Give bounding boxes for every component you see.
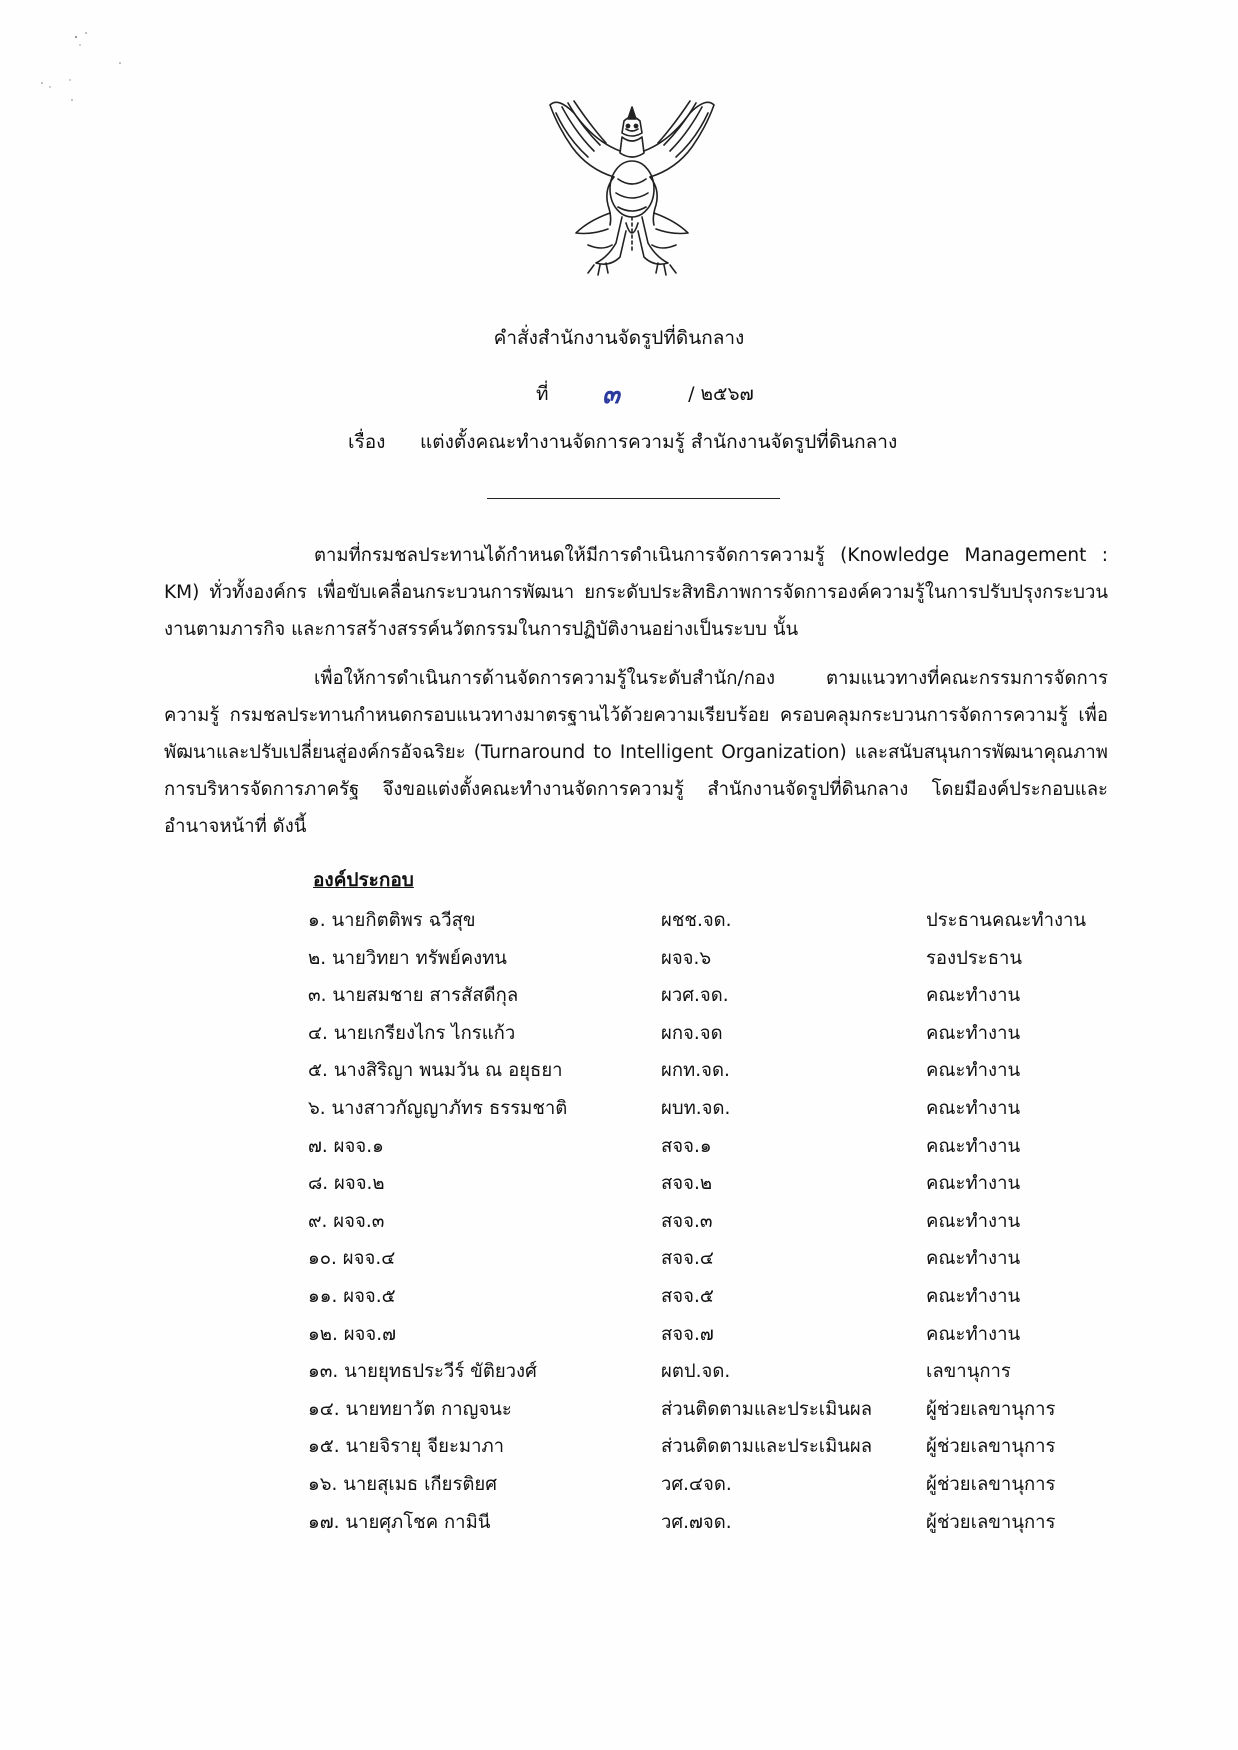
member-role: คณะทำงาน bbox=[926, 1022, 1021, 1044]
order-number-label: ที่ bbox=[536, 383, 549, 405]
member-position: ผจจ.๖ bbox=[661, 947, 712, 969]
header-divider bbox=[487, 498, 780, 499]
member-row bbox=[308, 1316, 1108, 1354]
member-row bbox=[308, 1128, 1108, 1166]
scan-specks bbox=[20, 25, 140, 115]
member-row bbox=[308, 1165, 1108, 1203]
member-position: ผกท.จด. bbox=[661, 1060, 730, 1082]
member-position: วศ.๗จด. bbox=[661, 1511, 732, 1533]
member-role: ผู้ช่วยเลขานุการ bbox=[926, 1436, 1056, 1458]
member-role: คณะทำงาน bbox=[926, 1248, 1021, 1270]
member-row bbox=[308, 977, 1108, 1015]
member-position: ผตป.จด. bbox=[661, 1361, 731, 1383]
paragraph-1 bbox=[164, 537, 1108, 648]
member-position: สจจ.๕ bbox=[661, 1285, 714, 1307]
member-row bbox=[308, 1090, 1108, 1128]
member-row bbox=[308, 1015, 1108, 1053]
member-name: ๘. ผจจ.๒ bbox=[308, 1173, 385, 1195]
member-role: คณะทำงาน bbox=[926, 1173, 1021, 1195]
garuda-emblem-icon bbox=[548, 93, 716, 283]
member-name: ๖. นางสาวกัญญาภัทร ธรรมชาติ bbox=[308, 1097, 568, 1119]
member-name: ๑๗. นายศุภโชค กามินี bbox=[308, 1511, 491, 1533]
member-position: สจจ.๔ bbox=[661, 1248, 714, 1270]
member-row bbox=[308, 940, 1108, 978]
member-position: สจจ.๒ bbox=[661, 1173, 713, 1195]
order-number-year: / ๒๕๖๗ bbox=[688, 383, 754, 405]
member-position: ส่วนติดตามและประเมินผล bbox=[661, 1398, 873, 1420]
paragraph-2 bbox=[164, 660, 1108, 845]
member-role: คณะทำงาน bbox=[926, 1060, 1021, 1082]
members-list bbox=[308, 902, 1108, 1541]
member-row bbox=[308, 1428, 1108, 1466]
order-subject bbox=[348, 427, 897, 457]
paragraph-2-text: เพื่อให้การดำเนินการด้านจัดการความรู้ในระดับสำนัก/กอง ตามแนวทางที่คณะกรรมการจัดการความรู้ กรมชลประทานกำหนดกรอบแนวทางมาตรฐานไว้ด้วยความเรียบร้อย ครอบคลุมกระบวนการจัดการความรู้ เพื่อพัฒนาและปรับเปลี่ยนสู่องค์กรอัจฉริยะ (Turnaround to Intelligent Organization) และสนับสนุนการพัฒนาคุณภาพการบริหารจัดการภาครัฐ จึงขอแต่งตั้งคณะทำงานจัดการความรู้ สำนักงานจัดรูปที่ดินกลาง โดยมีองค์ประกอบและอำนาจหน้าที่ ดังนี้ bbox=[164, 668, 1108, 837]
order-subject-text: แต่งตั้งคณะทำงานจัดการความรู้ สำนักงานจัดรูปที่ดินกลาง bbox=[420, 431, 898, 453]
members-heading: องค์ประกอบ bbox=[313, 869, 414, 891]
member-row bbox=[308, 1504, 1108, 1542]
order-title: คำสั่งสำนักงานจัดรูปที่ดินกลาง bbox=[493, 327, 745, 349]
member-row bbox=[308, 1278, 1108, 1316]
member-role: คณะทำงาน bbox=[926, 1210, 1021, 1232]
member-name: ๑๓. นายยุทธประวีร์ ขัติยวงศ์ bbox=[308, 1361, 537, 1383]
member-name: ๓. นายสมชาย สารสัสดีกุล bbox=[308, 985, 519, 1007]
order-number-value: ๓ bbox=[602, 380, 620, 410]
member-row bbox=[308, 1240, 1108, 1278]
member-role: ประธานคณะทำงาน bbox=[926, 910, 1087, 931]
member-role: คณะทำงาน bbox=[926, 1097, 1021, 1119]
member-name: ๗. ผจจ.๑ bbox=[308, 1135, 384, 1157]
member-row bbox=[308, 1391, 1108, 1429]
member-position: ส่วนติดตามและประเมินผล bbox=[661, 1436, 873, 1458]
member-row bbox=[308, 1466, 1108, 1504]
member-role: คณะทำงาน bbox=[926, 1135, 1021, 1157]
member-role: คณะทำงาน bbox=[926, 1285, 1021, 1307]
member-position: ผบท.จด. bbox=[661, 1097, 731, 1119]
member-role: คณะทำงาน bbox=[926, 1323, 1021, 1345]
member-role: คณะทำงาน bbox=[926, 985, 1021, 1007]
member-position: ผชช.จด. bbox=[661, 910, 732, 931]
member-name: ๒. นายวิทยา ทรัพย์คงทน bbox=[308, 947, 507, 969]
member-name: ๑๐. ผจจ.๔ bbox=[308, 1248, 396, 1270]
member-row bbox=[308, 1052, 1108, 1090]
member-role: ผู้ช่วยเลขานุการ bbox=[926, 1473, 1056, 1495]
member-row bbox=[308, 1203, 1108, 1241]
order-number bbox=[536, 374, 754, 415]
member-name: ๑๖. นายสุเมธ เกียรติยศ bbox=[308, 1473, 498, 1495]
member-position: สจจ.๗ bbox=[661, 1323, 714, 1345]
member-name: ๔. นายเกรียงไกร ไกรแก้ว bbox=[308, 1022, 516, 1044]
member-name: ๙. ผจจ.๓ bbox=[308, 1210, 385, 1232]
member-name: ๑๕. นายจิรายุ จียะมาภา bbox=[308, 1436, 505, 1458]
member-row bbox=[308, 1353, 1108, 1391]
member-row bbox=[308, 902, 1108, 940]
member-role: ผู้ช่วยเลขานุการ bbox=[926, 1398, 1056, 1420]
member-name: ๑. นายกิตติพร ฉวีสุข bbox=[308, 910, 476, 931]
member-name: ๑๑. ผจจ.๕ bbox=[308, 1285, 396, 1307]
member-position: สจจ.๓ bbox=[661, 1210, 713, 1232]
paragraph-1-text: ตามที่กรมชลประทานได้กำหนดให้มีการดำเนินการจัดการความรู้ (Knowledge Management : KM) ทั่วทั้งองค์กร เพื่อขับเคลื่อนกระบวนการพัฒนา ยกระดับประสิทธิภาพการจัดการองค์ความรู้ในการปรับปรุงกระบวนงานตามภารกิจ และการสร้างสรรค์นวัตกรรมในการปฏิบัติงานอย่างเป็นระบบ นั้น bbox=[164, 545, 1108, 640]
member-role: ผู้ช่วยเลขานุการ bbox=[926, 1511, 1056, 1533]
member-role: เลขานุการ bbox=[926, 1361, 1011, 1383]
member-position: ผกจ.จด bbox=[661, 1022, 723, 1044]
member-position: ผวศ.จด. bbox=[661, 985, 729, 1007]
member-position: สจจ.๑ bbox=[661, 1135, 712, 1157]
member-role: รองประธาน bbox=[926, 947, 1023, 969]
member-name: ๑๔. นายทยาวัต กาญจนะ bbox=[308, 1398, 512, 1420]
member-position: วศ.๔จด. bbox=[661, 1473, 732, 1495]
member-name: ๑๒. ผจจ.๗ bbox=[308, 1323, 397, 1345]
member-name: ๕. นางสิริญา พนมวัน ณ อยุธยา bbox=[308, 1060, 563, 1082]
order-subject-label: เรื่อง bbox=[348, 431, 386, 453]
